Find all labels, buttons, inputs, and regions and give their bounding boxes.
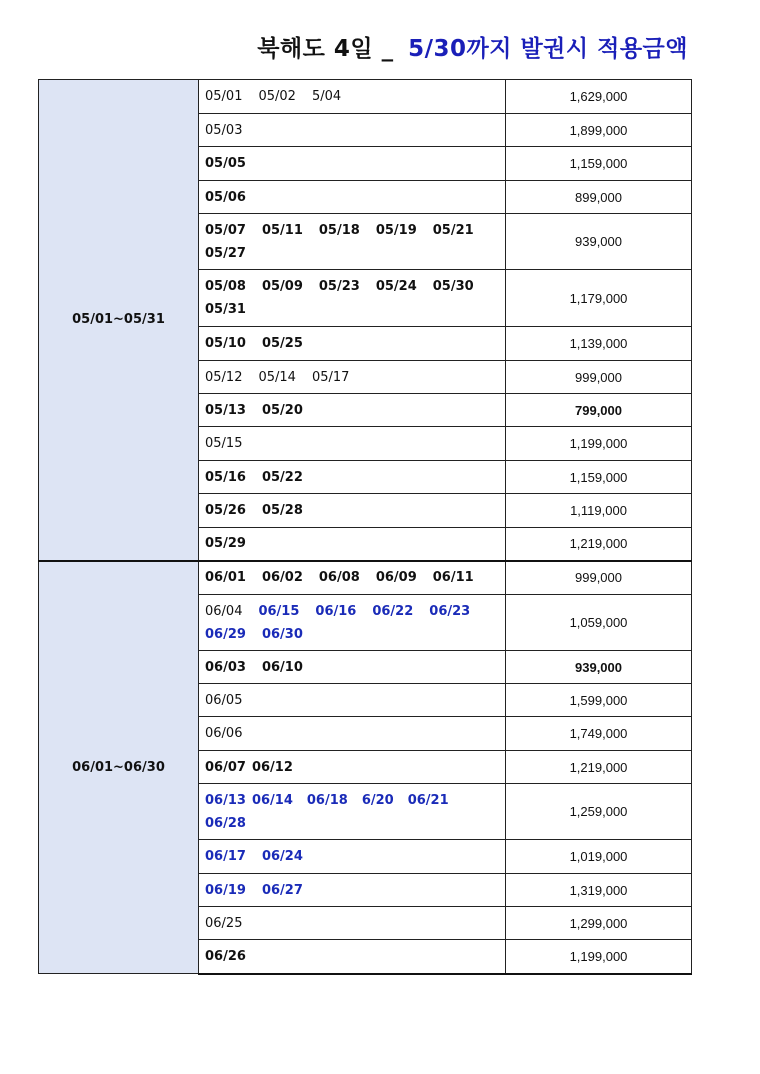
fare-price: 1,019,000	[506, 840, 692, 874]
departure-date: 06/03	[205, 659, 246, 675]
fare-price: 939,000	[506, 214, 692, 270]
departure-date: 06/11	[432, 570, 474, 586]
departure-date: 06/28	[205, 815, 246, 831]
departure-date: 05/05	[205, 156, 246, 171]
period-label: 05/01~05/31	[39, 80, 199, 561]
departure-date: 06/24	[261, 849, 303, 864]
fare-price: 1,159,000	[506, 461, 692, 494]
departure-date: 06/27	[261, 882, 303, 898]
fare-price: 1,299,000	[506, 907, 692, 940]
departure-date: 05/31	[205, 302, 246, 317]
departure-date: 06/15	[258, 603, 300, 619]
departure-dates	[199, 327, 506, 361]
departure-dates	[199, 181, 506, 214]
departure-date: 06/17	[205, 849, 246, 864]
page-title	[257, 30, 688, 63]
fare-price: 1,059,000	[506, 595, 692, 651]
fare-price: 999,000	[506, 361, 692, 394]
departure-date: 05/22	[261, 469, 303, 485]
departure-dates	[199, 461, 506, 494]
departure-date: 05/07	[205, 222, 246, 238]
fare-price: 799,000	[506, 394, 692, 427]
fare-price: 1,159,000	[506, 147, 692, 181]
period-label: 06/01~06/30	[39, 561, 199, 974]
departure-date: 05/14	[258, 369, 296, 385]
departure-date: 05/15	[205, 436, 243, 451]
departure-date: 05/19	[375, 222, 417, 238]
departure-dates	[199, 751, 506, 784]
departure-date: 05/16	[205, 469, 246, 485]
departure-date: 05/11	[261, 222, 303, 238]
departure-date: 06/13	[205, 792, 246, 808]
title-highlight: 5/30까지 발권시 적용금액	[408, 36, 688, 62]
departure-date: 05/27	[205, 245, 246, 261]
departure-date: 06/12	[251, 759, 293, 775]
departure-dates	[199, 270, 506, 327]
departure-date: 06/05	[205, 692, 243, 708]
departure-date: 06/26	[205, 948, 246, 964]
departure-date: 05/17	[311, 369, 350, 385]
departure-dates	[199, 907, 506, 940]
departure-dates	[199, 427, 506, 461]
fare-price: 1,119,000	[506, 494, 692, 528]
departure-date: 05/30	[432, 279, 474, 294]
departure-dates	[199, 80, 506, 114]
departure-date: 06/01	[205, 570, 246, 586]
departure-date: 05/29	[205, 536, 246, 552]
departure-date: 05/23	[318, 279, 360, 294]
departure-date: 05/06	[205, 189, 246, 205]
departure-dates	[199, 494, 506, 528]
departure-dates	[199, 114, 506, 147]
title-main: 북해도 4일 _	[257, 36, 394, 62]
departure-date: 05/26	[205, 503, 246, 518]
departure-date: 06/22	[372, 603, 414, 619]
departure-date: 05/28	[261, 503, 303, 518]
departure-dates	[199, 394, 506, 427]
fare-table	[38, 79, 692, 975]
departure-date: 06/30	[261, 626, 303, 642]
fare-table-body	[39, 80, 692, 974]
departure-date: 05/21	[432, 222, 474, 238]
departure-date: 06/23	[429, 603, 471, 619]
fare-price: 1,179,000	[506, 270, 692, 327]
departure-date: 06/04	[205, 603, 243, 619]
fare-price: 1,139,000	[506, 327, 692, 361]
departure-dates	[199, 684, 506, 717]
departure-dates	[199, 874, 506, 907]
departure-date: 06/08	[318, 570, 360, 586]
fare-row	[39, 80, 692, 114]
departure-date: 05/13	[205, 402, 246, 418]
fare-price: 1,899,000	[506, 114, 692, 147]
departure-date: 06/25	[205, 915, 243, 931]
departure-date: 06/06	[205, 726, 243, 741]
departure-date: 05/08	[205, 279, 246, 294]
departure-date: 06/16	[315, 603, 357, 619]
departure-date: 06/19	[205, 882, 246, 898]
fare-price: 1,259,000	[506, 784, 692, 840]
departure-date: 05/12	[205, 369, 243, 385]
departure-date: 06/07	[205, 759, 246, 775]
fare-price: 939,000	[506, 651, 692, 684]
departure-dates	[199, 595, 506, 651]
fare-price: 1,219,000	[506, 751, 692, 784]
departure-dates	[199, 784, 506, 840]
departure-date: 05/01	[205, 89, 243, 104]
departure-dates	[199, 147, 506, 181]
fare-price: 1,749,000	[506, 717, 692, 751]
departure-date: 05/09	[261, 279, 303, 294]
departure-date: 05/18	[318, 222, 360, 238]
departure-date: 5/04	[311, 89, 342, 104]
departure-date: 05/03	[205, 122, 243, 138]
fare-price: 1,319,000	[506, 874, 692, 907]
fare-price: 1,629,000	[506, 80, 692, 114]
fare-price: 1,219,000	[506, 528, 692, 561]
departure-dates	[199, 561, 506, 595]
departure-dates	[199, 214, 506, 270]
departure-date: 05/24	[375, 279, 417, 294]
departure-date: 06/21	[407, 792, 449, 808]
departure-date: 05/20	[261, 402, 303, 418]
fare-price: 1,199,000	[506, 940, 692, 974]
departure-date: 6/20	[361, 792, 394, 808]
fare-price: 1,199,000	[506, 427, 692, 461]
fare-price: 1,599,000	[506, 684, 692, 717]
fare-price: 999,000	[506, 561, 692, 595]
departure-date: 06/18	[306, 792, 348, 808]
departure-date: 06/14	[251, 792, 293, 808]
departure-date: 05/10	[205, 336, 246, 351]
fare-row	[39, 561, 692, 595]
departure-date: 05/25	[261, 336, 303, 351]
departure-dates	[199, 717, 506, 751]
fare-price: 899,000	[506, 181, 692, 214]
departure-dates	[199, 651, 506, 684]
departure-date: 06/29	[205, 626, 246, 642]
departure-date: 06/09	[375, 570, 417, 586]
departure-dates	[199, 528, 506, 561]
departure-date: 05/02	[258, 89, 296, 104]
departure-date: 06/02	[261, 570, 303, 586]
departure-dates	[199, 940, 506, 974]
departure-dates	[199, 361, 506, 394]
departure-dates	[199, 840, 506, 874]
departure-date: 06/10	[261, 659, 303, 675]
